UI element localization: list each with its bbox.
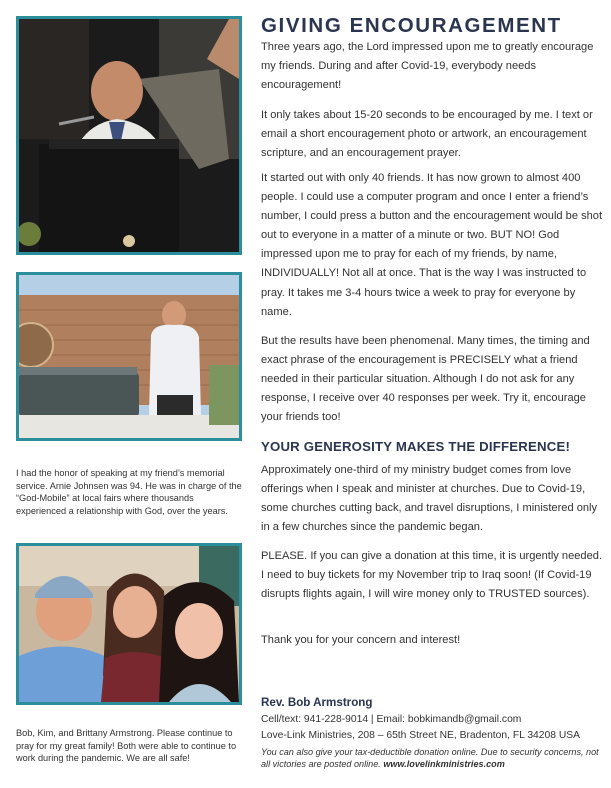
online-note-text: You can also give your tax-deductible donation online. Due to security concerns, not all victories are posted online.	[261, 747, 599, 770]
preaching-illustration	[19, 19, 239, 252]
address-line: Love-Link Ministries, 208 – 65th Street NE, Bradenton, FL 34208 USA	[261, 730, 580, 741]
paragraph-donation: PLEASE. If you can give a donation at this time, it is urgently needed. I need to buy tickets for my November trip to Iraq soon! (If Covid-19 disrupts flights again, I will wire money only to TRUSTED sources).	[261, 550, 603, 601]
photo-preaching	[16, 16, 242, 255]
family-illustration	[19, 546, 239, 702]
signature-name: Rev. Bob Armstrong	[261, 696, 373, 709]
website-link[interactable]: www.lovelinkministries.com	[383, 759, 505, 770]
memorial-caption: I had the honor of speaking at my friend’s memorial service. Arnie Johnsen was 94. He was in charge of the “God-Mobile” at local fairs where thousands experienced a relationship with God, over the years.	[16, 468, 242, 516]
paragraph-seconds: It only takes about 15-20 seconds to be encouraged by me. I text or email a short encouragement photo or artwork, an encouragement scripture, and an encouragement prayer.	[261, 109, 593, 160]
photo-family	[16, 543, 242, 705]
memorial-illustration	[19, 275, 239, 438]
generosity-heading: YOUR GENEROSITY MAKES THE DIFFERENCE!	[261, 439, 571, 454]
photo-memorial	[16, 272, 242, 441]
paragraph-friends: It started out with only 40 friends. It has now grown to almost 400 people. I could use a computer program and once I enter a friend’s number, I could press a button and the encouragement would be shot out to everyone in a matter of a minute or two. BUT NO! God impressed upon me to pray for each of my friends, by name, INDIVIDUALLY! Not all at once. That is the way I was instructed to pray. It takes me 3-4 hours twice a week to pray for everyone by name.	[261, 172, 603, 318]
online-note	[261, 746, 606, 771]
family-caption: Bob, Kim, and Brittany Armstrong. Please continue to pray for my great family! Both were able to continue to work during the pandemic. We are all safe!	[16, 728, 237, 764]
paragraph-budget: Approximately one-third of my ministry budget comes from love offerings when I speak and minister at churches. Due to Covid-19, some churches cutting back, and travel disruptions, I ministered only in a few churches since the pandemic began.	[261, 464, 598, 534]
paragraph-intro: Three years ago, the Lord impressed upon me to greatly encourage my friends. During and after Covid-19, everybody needs encouragement!	[261, 41, 594, 92]
paragraph-results: But the results have been phenomenal. Many times, the timing and exact phrase of the encouragement is PRECISELY what a friend needed in their particular situation. Although I do not ask for any response, I receive over 40 responses per week. Try it, encourage your friends too!	[261, 335, 590, 424]
page-title: GIVING ENCOURAGEMENT	[261, 14, 562, 37]
paragraph-thanks: Thank you for your concern and interest!	[261, 634, 461, 646]
contact-line: Cell/text: 941-228-9014 | Email: bobkimandb@gmail.com	[261, 714, 522, 725]
